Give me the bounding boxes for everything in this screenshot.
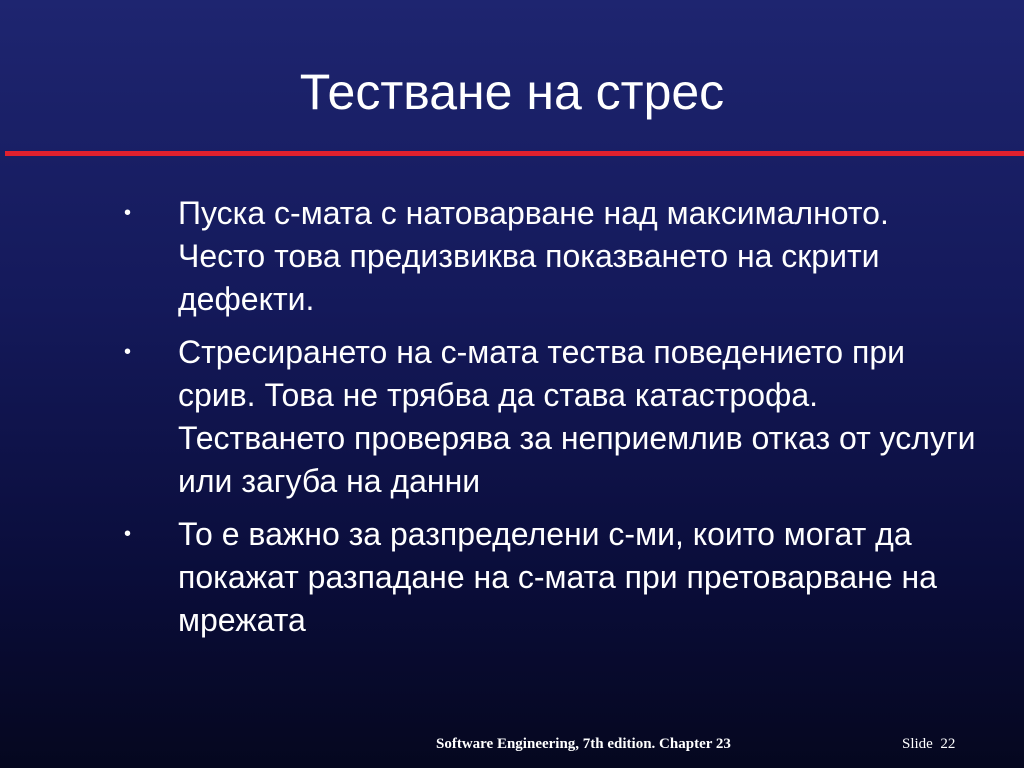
bullet-icon: • — [124, 202, 132, 224]
bullet-list — [120, 192, 980, 652]
title-divider — [5, 151, 1024, 156]
bullet-item — [120, 331, 980, 503]
bullet-text: Стресирането на с-мата тества поведението при срив. Това не трябва да става катастрофа. Тестването проверява за неприемлив отказ от услуги или загуба на данни — [178, 334, 976, 499]
footer-book-title: Software Engineering, 7th edition. Chapter 23 — [436, 736, 731, 752]
bullet-item — [120, 513, 980, 642]
bullet-text: Пуска с-мата с натоварване над максималното. Често това предизвиква показването на скрити дефекти. — [178, 195, 889, 317]
slide-footer — [0, 736, 1024, 760]
bullet-item — [120, 192, 980, 321]
bullet-text: То е важно за разпределени с-ми, които могат да покажат разпадане на с-мата при претоварване на мрежата — [178, 516, 937, 638]
footer-slide-number: Slide 22 — [902, 736, 956, 752]
bullet-icon: • — [124, 341, 132, 363]
slide-title: Тестване на стрес — [299, 64, 725, 120]
bullet-icon: • — [124, 523, 132, 545]
